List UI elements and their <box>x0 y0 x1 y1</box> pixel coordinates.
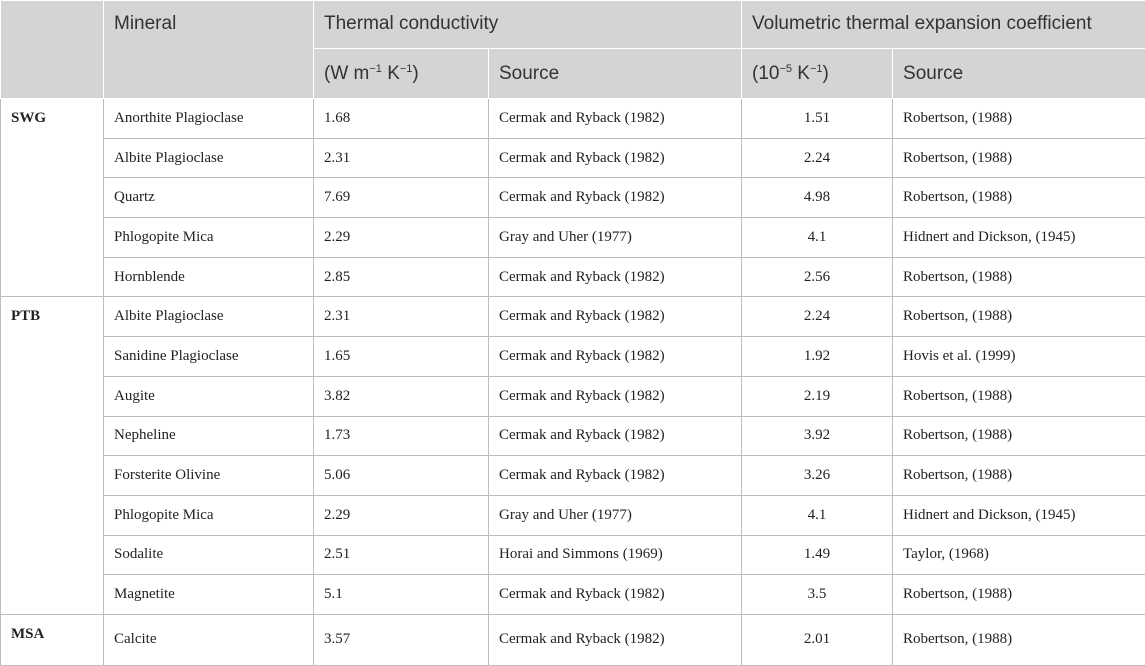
expansion-coefficient-cell: 1.92 <box>742 337 893 377</box>
table-row <box>1 535 1145 575</box>
expansion-coefficient-cell: 3.26 <box>742 456 893 496</box>
tc-source-cell: Cermak and Ryback (1982) <box>489 614 742 665</box>
vte-source-cell: Robertson, (1988) <box>893 99 1145 139</box>
thermal-conductivity-cell: 5.1 <box>314 575 489 615</box>
thermal-conductivity-cell: 5.06 <box>314 456 489 496</box>
vte-source-cell: Robertson, (1988) <box>893 575 1145 615</box>
mineral-cell: Augite <box>104 376 314 416</box>
thermal-conductivity-cell: 2.31 <box>314 297 489 337</box>
expansion-coefficient-cell: 2.19 <box>742 376 893 416</box>
vte-source-cell: Hidnert and Dickson, (1945) <box>893 218 1145 258</box>
thermal-conductivity-cell: 2.29 <box>314 495 489 535</box>
table-row <box>1 218 1145 258</box>
expansion-coefficient-cell: 1.51 <box>742 99 893 139</box>
thermal-conductivity-cell: 1.73 <box>314 416 489 456</box>
expansion-coefficient-cell: 3.5 <box>742 575 893 615</box>
thermal-conductivity-cell: 2.51 <box>314 535 489 575</box>
mineral-cell: Magnetite <box>104 575 314 615</box>
thermal-conductivity-cell: 1.65 <box>314 337 489 377</box>
vte-source-cell: Robertson, (1988) <box>893 138 1145 178</box>
header-group-cell <box>1 1 104 99</box>
vte-source-cell: Hovis et al. (1999) <box>893 337 1145 377</box>
mineral-cell: Anorthite Plagioclase <box>104 99 314 139</box>
table-row <box>1 138 1145 178</box>
tc-source-cell: Cermak and Ryback (1982) <box>489 257 742 297</box>
tc-source-cell: Cermak and Ryback (1982) <box>489 99 742 139</box>
mineral-cell: Calcite <box>104 614 314 665</box>
mineral-cell: Nepheline <box>104 416 314 456</box>
tc-source-cell: Cermak and Ryback (1982) <box>489 456 742 496</box>
header-volumetric-expansion: Volumetric thermal expansion coefficient <box>742 1 1145 49</box>
table-row <box>1 495 1145 535</box>
expansion-coefficient-cell: 3.92 <box>742 416 893 456</box>
mineral-cell: Hornblende <box>104 257 314 297</box>
thermal-conductivity-cell: 7.69 <box>314 178 489 218</box>
mineral-cell: Quartz <box>104 178 314 218</box>
thermal-conductivity-cell: 2.31 <box>314 138 489 178</box>
mineral-cell: Albite Plagioclase <box>104 138 314 178</box>
expansion-coefficient-cell: 2.24 <box>742 138 893 178</box>
header-vte-unit: ($10^{-5}$ $K^{-1}$) <box>742 49 893 99</box>
group-label: MSA <box>1 614 104 665</box>
thermal-conductivity-cell: 1.68 <box>314 99 489 139</box>
expansion-coefficient-cell: 1.49 <box>742 535 893 575</box>
tc-source-cell: Cermak and Ryback (1982) <box>489 376 742 416</box>
expansion-coefficient-cell: 2.24 <box>742 297 893 337</box>
tc-source-cell: Cermak and Ryback (1982) <box>489 416 742 456</box>
vte-source-cell: Robertson, (1988) <box>893 456 1145 496</box>
tc-source-cell: Cermak and Ryback (1982) <box>489 337 742 377</box>
header-thermal-conductivity: Thermal conductivity <box>314 1 742 49</box>
header-tc-source: Source <box>489 49 742 99</box>
header-tc-unit: (W $m^{-1}$ $K^{-1}$) <box>314 49 489 99</box>
mineral-cell: Forsterite Olivine <box>104 456 314 496</box>
mineral-cell: Albite Plagioclase <box>104 297 314 337</box>
table-row <box>1 297 1145 337</box>
header-vte-source: Source <box>893 49 1145 99</box>
vte-source-cell: Hidnert and Dickson, (1945) <box>893 495 1145 535</box>
table-row <box>1 416 1145 456</box>
thermal-conductivity-cell: 2.85 <box>314 257 489 297</box>
mineral-cell: Phlogopite Mica <box>104 495 314 535</box>
thermal-conductivity-cell: 3.57 <box>314 614 489 665</box>
table-body <box>1 99 1145 666</box>
table-row <box>1 575 1145 615</box>
mineral-cell: Sodalite <box>104 535 314 575</box>
expansion-coefficient-cell: 4.1 <box>742 495 893 535</box>
table-row <box>1 99 1145 139</box>
tc-source-cell: Cermak and Ryback (1982) <box>489 178 742 218</box>
tc-source-cell: Gray and Uher (1977) <box>489 218 742 258</box>
expansion-coefficient-cell: 4.98 <box>742 178 893 218</box>
vte-source-cell: Taylor, (1968) <box>893 535 1145 575</box>
table-row <box>1 178 1145 218</box>
table-row <box>1 376 1145 416</box>
tc-source-cell: Cermak and Ryback (1982) <box>489 297 742 337</box>
thermal-conductivity-cell: 2.29 <box>314 218 489 258</box>
header-mineral: Mineral <box>104 1 314 99</box>
vte-source-cell: Robertson, (1988) <box>893 416 1145 456</box>
expansion-coefficient-cell: 4.1 <box>742 218 893 258</box>
table-row <box>1 456 1145 496</box>
table-row <box>1 614 1145 665</box>
vte-source-cell: Robertson, (1988) <box>893 178 1145 218</box>
vte-source-cell: Robertson, (1988) <box>893 376 1145 416</box>
group-label: SWG <box>1 99 104 297</box>
expansion-coefficient-cell: 2.01 <box>742 614 893 665</box>
tc-source-cell: Cermak and Ryback (1982) <box>489 575 742 615</box>
group-label: PTB <box>1 297 104 615</box>
mineral-cell: Sanidine Plagioclase <box>104 337 314 377</box>
table-header <box>1 1 1145 99</box>
mineral-cell: Phlogopite Mica <box>104 218 314 258</box>
table-row <box>1 257 1145 297</box>
thermal-conductivity-cell: 3.82 <box>314 376 489 416</box>
tc-source-cell: Cermak and Ryback (1982) <box>489 138 742 178</box>
vte-source-cell: Robertson, (1988) <box>893 257 1145 297</box>
vte-source-cell: Robertson, (1988) <box>893 297 1145 337</box>
expansion-coefficient-cell: 2.56 <box>742 257 893 297</box>
tc-source-cell: Horai and Simmons (1969) <box>489 535 742 575</box>
tc-source-cell: Gray and Uher (1977) <box>489 495 742 535</box>
table-row <box>1 337 1145 377</box>
vte-source-cell: Robertson, (1988) <box>893 614 1145 665</box>
